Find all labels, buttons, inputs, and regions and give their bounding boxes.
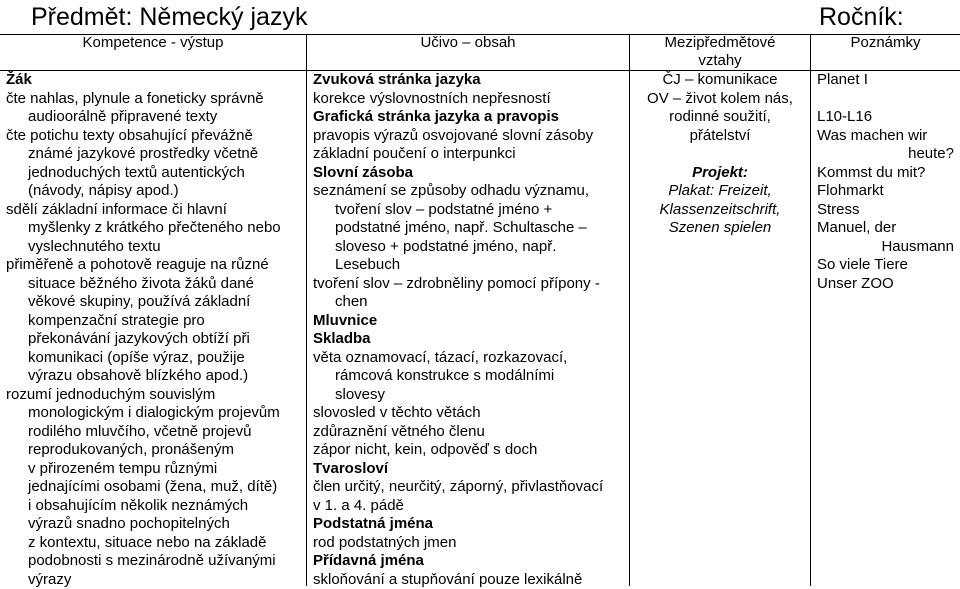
title-row — [0, 0, 960, 35]
competence-line: vyslechnutého textu — [6, 238, 304, 257]
competence-line: výrazů snadno pochopitelných — [6, 515, 304, 534]
competence-line: výrazu obsahově blízkého apod.) — [6, 367, 304, 386]
content-heading: Mluvnice — [313, 312, 629, 331]
competence-line: z kontextu, situace nebo na základě — [6, 534, 304, 553]
notes-column — [817, 71, 954, 293]
content-line: podstatné jméno, např. Schultasche – — [313, 219, 629, 238]
competence-line: sdělí základní informace či hlavní — [6, 201, 304, 220]
note-line: So viele Tiere — [817, 256, 954, 275]
content-line: tvoření slov – zdrobněliny pomocí přípony - — [313, 275, 629, 294]
competence-line: i obsahujícím několik neznámých — [6, 497, 304, 516]
content-heading: Slovní zásoba — [313, 164, 629, 183]
note-line: heute? — [817, 145, 954, 164]
project-heading: Projekt: — [630, 164, 810, 183]
competence-line: přiměřeně a pohotově reaguje na různé — [6, 256, 304, 275]
cross-curricular-column — [630, 71, 810, 238]
note-line: Unser ZOO — [817, 275, 954, 294]
note-line: Was machen wir — [817, 127, 954, 146]
competence-line: jednoduchých textů autentických — [6, 164, 304, 183]
column-divider — [306, 34, 307, 586]
content-line: člen určitý, neurčitý, záporný, přivlastňovací — [313, 478, 629, 497]
competence-line: reprodukovaných, pronášeným — [6, 441, 304, 460]
competence-line: (návody, nápisy apod.) — [6, 182, 304, 201]
note-line: Manuel, der — [817, 219, 954, 238]
col-header-content: Učivo – obsah — [307, 34, 629, 52]
content-line: základní poučení o interpunkci — [313, 145, 629, 164]
note-line: Kommst du mit? — [817, 164, 954, 183]
col-header-cross — [630, 34, 810, 69]
competence-line: překonávání jazykových obtíží při — [6, 330, 304, 349]
competence-line: myšlenky z krátkého přečteného nebo — [6, 219, 304, 238]
competence-line: monologickým i dialogickým projevům — [6, 404, 304, 423]
competence-line: známé jazykové prostředky včetně — [6, 145, 304, 164]
note-line: Hausmann — [817, 238, 954, 257]
content-line: zápor nicht, kein, odpověď s doch — [313, 441, 629, 460]
content-heading: Tvarosloví — [313, 460, 629, 479]
spacer — [630, 145, 810, 164]
content-line: sloveso + podstatné jméno, např. — [313, 238, 629, 257]
spacer — [817, 90, 954, 109]
content-heading: Přídavná jména — [313, 552, 629, 571]
content-line: slovosled v těchto větách — [313, 404, 629, 423]
competence-column — [6, 71, 304, 589]
col-header-cross-line1: Mezipředmětové — [630, 34, 810, 52]
content-line: v 1. a 4. pádě — [313, 497, 629, 516]
content-line: Lesebuch — [313, 256, 629, 275]
cross-line: rodinné soužití, — [630, 108, 810, 127]
competence-line: věkové skupiny, používá základní — [6, 293, 304, 312]
competence-line: výrazy — [6, 571, 304, 589]
note-line: Stress — [817, 201, 954, 220]
content-line: pravopis výrazů osvojované slovní zásoby — [313, 127, 629, 146]
project-line: Szenen spielen — [630, 219, 810, 238]
content-heading: Podstatná jména — [313, 515, 629, 534]
content-line: tvoření slov – podstatné jméno + — [313, 201, 629, 220]
competence-line: rodilého mluvčího, včetně projevů — [6, 423, 304, 442]
cross-line: OV – život kolem nás, — [630, 90, 810, 109]
content-line: korekce výslovnostních nepřesností — [313, 90, 629, 109]
content-heading: Grafická stránka jazyka a pravopis — [313, 108, 629, 127]
cross-line: přátelství — [630, 127, 810, 146]
content-heading: Skladba — [313, 330, 629, 349]
content-line: rámcová konstrukce s modálními — [313, 367, 629, 386]
column-divider — [810, 34, 811, 586]
competence-line: rozumí jednoduchým souvislým — [6, 386, 304, 405]
grade-label: Ročník: — [819, 2, 904, 32]
competence-line: v přirozeném tempu různými — [6, 460, 304, 479]
content-line: rod podstatných jmen — [313, 534, 629, 553]
competence-line: komunikaci (opíše výraz, použije — [6, 349, 304, 368]
column-header-row — [0, 34, 960, 71]
content-line: zdůraznění větného členu — [313, 423, 629, 442]
competence-line: kompenzační strategie pro — [6, 312, 304, 331]
note-line: Flohmarkt — [817, 182, 954, 201]
content-line: chen — [313, 293, 629, 312]
cross-line: ČJ – komunikace — [630, 71, 810, 90]
competence-line: čte potichu texty obsahující převážně — [6, 127, 304, 146]
competence-line: podobnosti s mezinárodně užívanými — [6, 552, 304, 571]
content-line: slovesy — [313, 386, 629, 405]
note-line: Planet I — [817, 71, 954, 90]
project-line: Klassenzeitschrift, — [630, 201, 810, 220]
content-line: seznámení se způsoby odhadu významu, — [313, 182, 629, 201]
col-header-cross-line2: vztahy — [630, 52, 810, 70]
competence-line: audioorálně připravené texty — [6, 108, 304, 127]
competence-line: čte nahlas, plynule a foneticky správně — [6, 90, 304, 109]
content-line: skloňování a stupňování pouze lexikálně — [313, 571, 629, 589]
project-line: Plakat: Freizeit, — [630, 182, 810, 201]
competence-line: situace běžného života žáků dané — [6, 275, 304, 294]
subject-title: Předmět: Německý jazyk — [31, 2, 307, 32]
content-heading: Zvuková stránka jazyka — [313, 71, 629, 90]
competence-line: jednajícími osobami (žena, muž, dítě) — [6, 478, 304, 497]
col-header-notes: Poznámky — [811, 34, 960, 52]
col-header-competence: Kompetence - výstup — [0, 34, 306, 52]
content-line: věta oznamovací, tázací, rozkazovací, — [313, 349, 629, 368]
note-line: L10-L16 — [817, 108, 954, 127]
content-column — [313, 71, 629, 589]
pupil-heading: Žák — [6, 71, 304, 90]
